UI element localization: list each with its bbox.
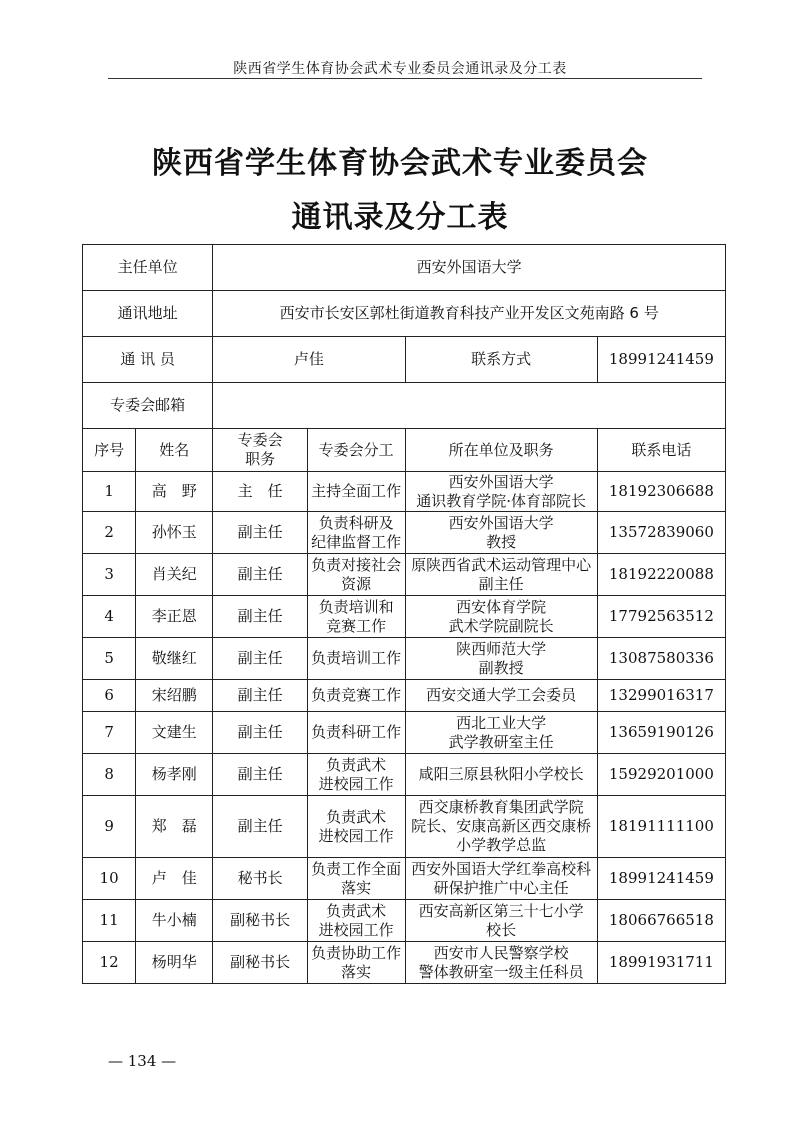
col-header-division: 专委会分工 (307, 429, 405, 472)
table-row (83, 754, 726, 796)
col-header-seq: 序号 (83, 429, 136, 472)
table-row (83, 680, 726, 712)
row-division-line: 进校园工作 (318, 774, 394, 793)
row-position: 秘书长 (213, 858, 307, 900)
row-division (307, 596, 405, 638)
row-phone: 18192220088 (597, 554, 725, 596)
row-phone: 13659190126 (597, 712, 725, 754)
row-seq: 8 (83, 754, 136, 796)
row-division-line: 负责培训和 (318, 597, 394, 616)
row-unit-line: 通识教育学院·体育部院长 (416, 491, 587, 510)
row-phone: 13572839060 (597, 512, 725, 554)
row-unit-line: 武术学院副院长 (448, 616, 554, 635)
table-row (83, 596, 726, 638)
row-unit-line: 教授 (486, 532, 517, 551)
row-division (307, 554, 405, 596)
table-row (83, 796, 726, 858)
row-seq: 9 (83, 796, 136, 858)
row-name: 高 野 (136, 472, 213, 512)
row-phone: 15929201000 (597, 754, 725, 796)
running-header: 陕西省学生体育协会武术专业委员会通讯录及分工表 (233, 61, 567, 77)
row-seq: 10 (83, 858, 136, 900)
row-name: 敬继红 (136, 638, 213, 680)
row-division-line: 资源 (341, 574, 372, 593)
row-unit-line: 西安外国语大学 (448, 513, 554, 532)
row-position: 副秘书长 (213, 942, 307, 984)
col-header-phone: 联系电话 (597, 429, 725, 472)
row-unit-line: 西安高新区第三十七小学 (418, 901, 584, 920)
roster-table (82, 244, 726, 984)
email-label: 专委会邮箱 (83, 383, 213, 429)
row-unit-line: 校长 (486, 920, 517, 939)
info-row-director-unit (83, 245, 726, 291)
row-division (307, 712, 405, 754)
row-seq: 4 (83, 596, 136, 638)
row-division-line: 落实 (341, 878, 372, 897)
col-header-position-line2: 职务 (245, 450, 276, 468)
row-division (307, 680, 405, 712)
document-title: 陕西省学生体育协会武术专业委员会 (152, 146, 648, 181)
row-division-line: 纪律监督工作 (311, 532, 402, 551)
director-unit-value: 西安外国语大学 (213, 245, 726, 291)
row-position: 副主任 (213, 596, 307, 638)
table-row (83, 472, 726, 512)
table-row (83, 638, 726, 680)
row-division-line: 负责工作全面 (311, 859, 402, 878)
table-row (83, 554, 726, 596)
row-position: 副主任 (213, 754, 307, 796)
row-phone: 18066766518 (597, 900, 725, 942)
address-value: 西安市长安区郭杜街道教育科技产业开发区文苑南路 6 号 (213, 291, 726, 337)
address-label: 通讯地址 (83, 291, 213, 337)
row-unit-line: 西安市人民警察学校 (433, 943, 569, 962)
email-value (213, 383, 726, 429)
row-unit-line: 武学教研室主任 (448, 732, 554, 751)
row-phone: 18991931711 (597, 942, 725, 984)
row-seq: 2 (83, 512, 136, 554)
row-seq: 11 (83, 900, 136, 942)
row-name: 宋绍鹏 (136, 680, 213, 712)
row-unit-line: 咸阳三原县秋阳小学校长 (418, 765, 584, 783)
row-division-line: 进校园工作 (318, 826, 394, 845)
correspondent-value: 卢佳 (213, 337, 405, 383)
row-unit (405, 638, 597, 680)
row-unit-line: 陕西师范大学 (456, 639, 547, 658)
row-name: 肖关纪 (136, 554, 213, 596)
row-unit-line: 西安交通大学工会委员 (426, 686, 577, 704)
row-unit-line: 西交康桥教育集团武学院 (418, 798, 584, 816)
row-seq: 6 (83, 680, 136, 712)
row-division (307, 754, 405, 796)
row-division-line: 主持全面工作 (311, 482, 402, 500)
director-unit-label: 主任单位 (83, 245, 213, 291)
table-row (83, 858, 726, 900)
table-row (83, 512, 726, 554)
row-unit (405, 900, 597, 942)
row-seq: 3 (83, 554, 136, 596)
row-unit-line: 警体教研室一级主任科员 (418, 962, 584, 981)
row-name: 牛小楠 (136, 900, 213, 942)
row-position: 副秘书长 (213, 900, 307, 942)
row-position: 副主任 (213, 638, 307, 680)
row-unit (405, 554, 597, 596)
row-position: 副主任 (213, 512, 307, 554)
row-phone: 18991241459 (597, 858, 725, 900)
row-division (307, 472, 405, 512)
document-subtitle: 通讯录及分工表 (291, 200, 509, 235)
info-row-email (83, 383, 726, 429)
row-name: 杨明华 (136, 942, 213, 984)
row-division-line: 负责协助工作 (311, 943, 402, 962)
row-name: 李正恩 (136, 596, 213, 638)
col-header-name: 姓名 (136, 429, 213, 472)
row-division-line: 负责科研及 (318, 513, 394, 532)
row-unit-line: 院长、安康高新区西交康桥 (411, 817, 592, 835)
row-unit (405, 858, 597, 900)
row-unit-line: 西安外国语大学 (448, 472, 554, 491)
col-header-position (213, 429, 307, 472)
row-unit (405, 472, 597, 512)
row-seq: 5 (83, 638, 136, 680)
row-unit-line: 副主任 (478, 574, 524, 593)
row-phone: 18192306688 (597, 472, 725, 512)
row-unit (405, 712, 597, 754)
row-seq: 12 (83, 942, 136, 984)
table-row (83, 942, 726, 984)
row-unit-line: 副教授 (478, 658, 524, 677)
row-phone: 18191111100 (597, 796, 725, 858)
row-division-line: 负责培训工作 (311, 649, 402, 667)
row-division-line: 负责对接社会 (311, 555, 402, 574)
row-division-line: 进校园工作 (318, 920, 394, 939)
row-unit-line: 西北工业大学 (456, 713, 547, 732)
contact-label: 联系方式 (405, 337, 597, 383)
row-division (307, 900, 405, 942)
col-header-position-line1: 专委会 (237, 431, 283, 449)
row-division (307, 512, 405, 554)
row-division-line: 竞赛工作 (326, 616, 387, 635)
table-row (83, 900, 726, 942)
row-name: 杨孝刚 (136, 754, 213, 796)
row-unit (405, 596, 597, 638)
row-division (307, 638, 405, 680)
info-row-address (83, 291, 726, 337)
row-unit-line: 研保护推广中心主任 (433, 878, 569, 897)
row-division (307, 796, 405, 858)
row-division-line: 负责武术 (326, 755, 387, 774)
table-row (83, 712, 726, 754)
row-division-line: 负责竞赛工作 (311, 686, 402, 704)
row-division-line: 负责科研工作 (311, 723, 402, 741)
contact-value: 18991241459 (597, 337, 725, 383)
row-unit-line: 原陕西省武术运动管理中心 (411, 555, 592, 574)
row-name: 卢 佳 (136, 858, 213, 900)
row-phone: 17792563512 (597, 596, 725, 638)
row-unit (405, 680, 597, 712)
row-unit (405, 754, 597, 796)
row-position: 副主任 (213, 554, 307, 596)
row-division-line: 负责武术 (326, 901, 387, 920)
row-division-line: 负责武术 (326, 807, 387, 826)
row-division (307, 942, 405, 984)
row-unit-line: 西安外国语大学红拳高校科 (411, 859, 592, 878)
row-phone: 13087580336 (597, 638, 725, 680)
row-name: 孙怀玉 (136, 512, 213, 554)
col-header-unit: 所在单位及职务 (405, 429, 597, 472)
row-unit (405, 796, 597, 858)
correspondent-label: 通 讯 员 (83, 337, 213, 383)
row-position: 副主任 (213, 712, 307, 754)
row-position: 主 任 (213, 472, 307, 512)
row-phone: 13299016317 (597, 680, 725, 712)
row-unit (405, 942, 597, 984)
row-seq: 1 (83, 472, 136, 512)
row-position: 副主任 (213, 796, 307, 858)
row-name: 郑 磊 (136, 796, 213, 858)
row-division (307, 858, 405, 900)
row-seq: 7 (83, 712, 136, 754)
page-number: — 134 — (108, 1052, 177, 1070)
row-unit (405, 512, 597, 554)
row-unit-line: 西安体育学院 (456, 597, 547, 616)
row-division-line: 落实 (341, 962, 372, 981)
column-header-row (83, 429, 726, 472)
row-position: 副主任 (213, 680, 307, 712)
info-row-correspondent (83, 337, 726, 383)
header-divider (108, 78, 702, 79)
row-unit-line: 小学教学总监 (456, 836, 547, 854)
row-name: 文建生 (136, 712, 213, 754)
